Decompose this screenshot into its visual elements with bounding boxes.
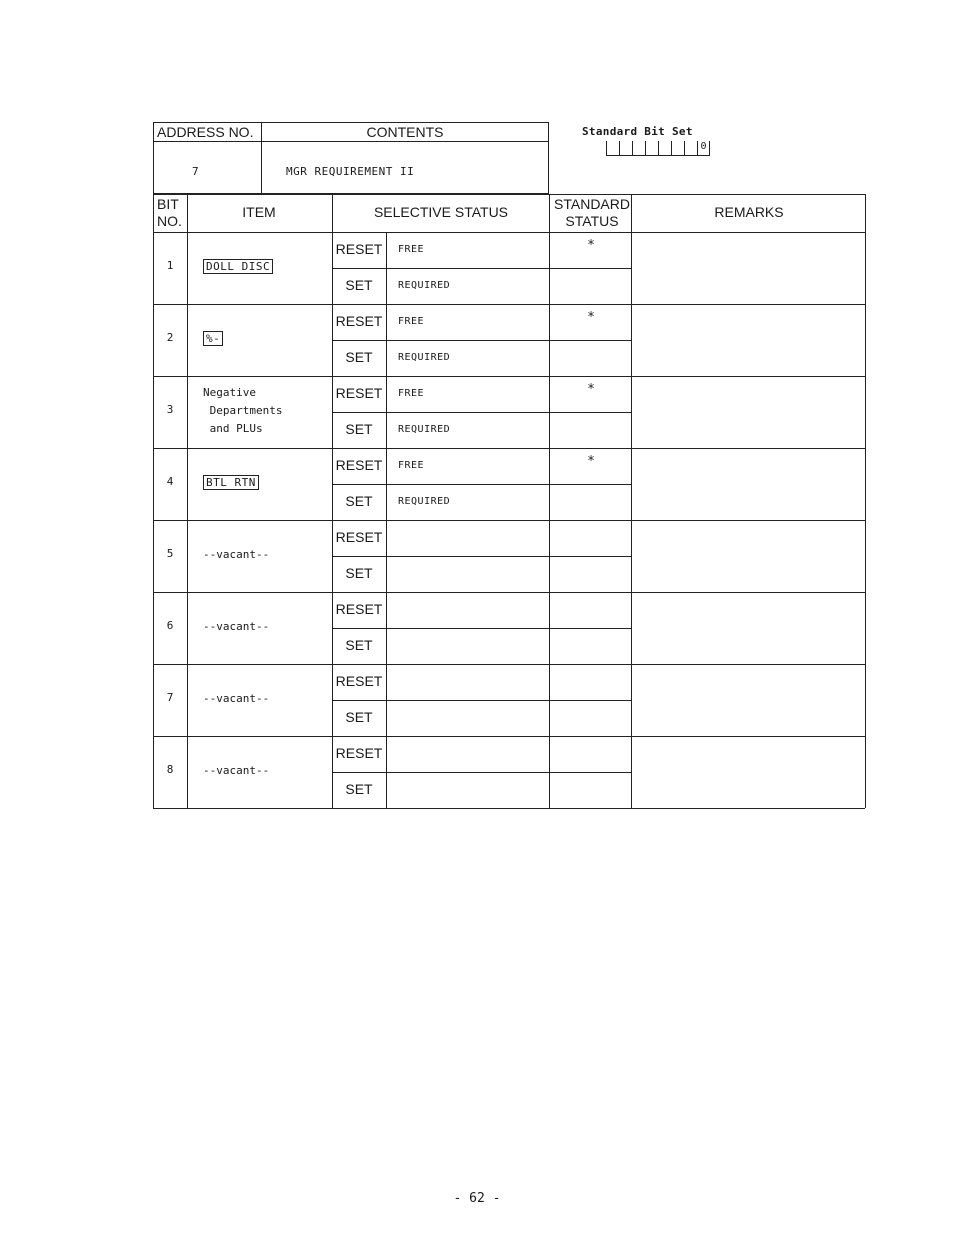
set-status-text: REQUIRED	[398, 424, 451, 435]
reset-label: RESET	[335, 385, 383, 401]
reset-label: RESET	[335, 529, 383, 545]
set-status-text: REQUIRED	[398, 496, 451, 507]
standard-status-mark: *	[587, 382, 595, 397]
status-standard-divider	[549, 194, 550, 808]
set-label: SET	[345, 493, 373, 509]
reset-label: RESET	[335, 457, 383, 473]
item-name	[203, 258, 273, 276]
item-name: Negative Departments and PLUs	[203, 386, 283, 435]
address-contents-box	[153, 122, 549, 194]
set-label: SET	[345, 637, 373, 653]
bit-box-3	[671, 141, 684, 156]
row-bottom-border	[153, 808, 865, 809]
item-header: ITEM	[242, 204, 276, 220]
row-bottom-border	[153, 664, 865, 665]
contents-value: MGR REQUIREMENT II	[286, 165, 415, 178]
key-label: BTL RTN	[203, 475, 259, 490]
set-label: SET	[345, 349, 373, 365]
bit-number: 2	[166, 331, 174, 344]
bit-no-header: BIT NO.	[157, 196, 182, 229]
reset-set-divider	[332, 268, 631, 269]
bit-number: 7	[166, 691, 174, 704]
address-no-label: ADDRESS NO.	[154, 123, 262, 142]
standard-status-mark: *	[587, 238, 595, 253]
standard-remarks-divider	[631, 194, 632, 808]
key-label: DOLL DISC	[203, 259, 273, 274]
row-bottom-border	[153, 736, 865, 737]
reset-label: RESET	[335, 241, 383, 257]
row-bottom-border	[153, 520, 865, 521]
reset-set-divider	[332, 340, 631, 341]
bit-box-1: 0	[697, 141, 710, 156]
bit-box-4	[658, 141, 671, 156]
standard-status-mark: *	[587, 310, 595, 325]
bit-number: 8	[166, 763, 174, 776]
reset-set-divider	[332, 556, 631, 557]
item-name: --vacant--	[203, 548, 270, 561]
contents-label: CONTENTS	[262, 123, 548, 142]
page-number: - 62 -	[453, 1191, 501, 1206]
reset-set-divider	[332, 412, 631, 413]
bit-box-2	[684, 141, 697, 156]
reset-label: RESET	[335, 745, 383, 761]
item-name: --vacant--	[203, 692, 270, 705]
reset-label: RESET	[335, 601, 383, 617]
bit-box-7	[619, 141, 632, 156]
set-label: SET	[345, 781, 373, 797]
item-name	[203, 330, 223, 348]
reset-set-divider	[332, 484, 631, 485]
set-label: SET	[345, 277, 373, 293]
table-right-border	[865, 194, 866, 808]
bit-item-divider	[187, 194, 188, 808]
remarks-header: REMARKS	[714, 204, 784, 220]
row-bottom-border	[153, 592, 865, 593]
set-label: SET	[345, 565, 373, 581]
bit-number: 4	[166, 475, 174, 488]
bit-table	[153, 194, 865, 806]
bit-number: 5	[166, 547, 174, 560]
table-left-border	[153, 194, 154, 808]
standard-bit-set-label: Standard Bit Set	[582, 125, 693, 138]
reset-label: RESET	[335, 313, 383, 329]
standard-status-header: STANDARD STATUS	[554, 196, 630, 229]
address-value: 7	[192, 165, 199, 178]
table-top-border	[153, 194, 865, 195]
set-status-text: REQUIRED	[398, 280, 451, 291]
reset-status-text: FREE	[398, 244, 425, 255]
bit-box-5	[645, 141, 658, 156]
reset-set-divider	[332, 628, 631, 629]
standard-status-mark: *	[587, 454, 595, 469]
header-bottom-border	[153, 232, 865, 233]
reset-set-divider	[332, 772, 631, 773]
bit-number: 1	[166, 259, 174, 272]
bit-box-8	[606, 141, 619, 156]
set-label: SET	[345, 421, 373, 437]
bit-box-6	[632, 141, 645, 156]
row-bottom-border	[153, 376, 865, 377]
header-divider	[261, 142, 262, 193]
reset-label: RESET	[335, 673, 383, 689]
item-name: --vacant--	[203, 620, 270, 633]
bit-number: 3	[166, 403, 174, 416]
reset-set-divider	[332, 700, 631, 701]
set-status-text: REQUIRED	[398, 352, 451, 363]
key-label: %-	[203, 331, 223, 346]
set-label: SET	[345, 709, 373, 725]
item-name: --vacant--	[203, 764, 270, 777]
selective-status-header: SELECTIVE STATUS	[373, 204, 509, 220]
bit-number: 6	[166, 619, 174, 632]
reset-status-text: FREE	[398, 388, 425, 399]
standard-bit-set-boxes	[606, 141, 710, 157]
item-name	[203, 474, 259, 492]
reset-status-text: FREE	[398, 316, 425, 327]
row-bottom-border	[153, 304, 865, 305]
row-bottom-border	[153, 448, 865, 449]
reset-status-text: FREE	[398, 460, 425, 471]
